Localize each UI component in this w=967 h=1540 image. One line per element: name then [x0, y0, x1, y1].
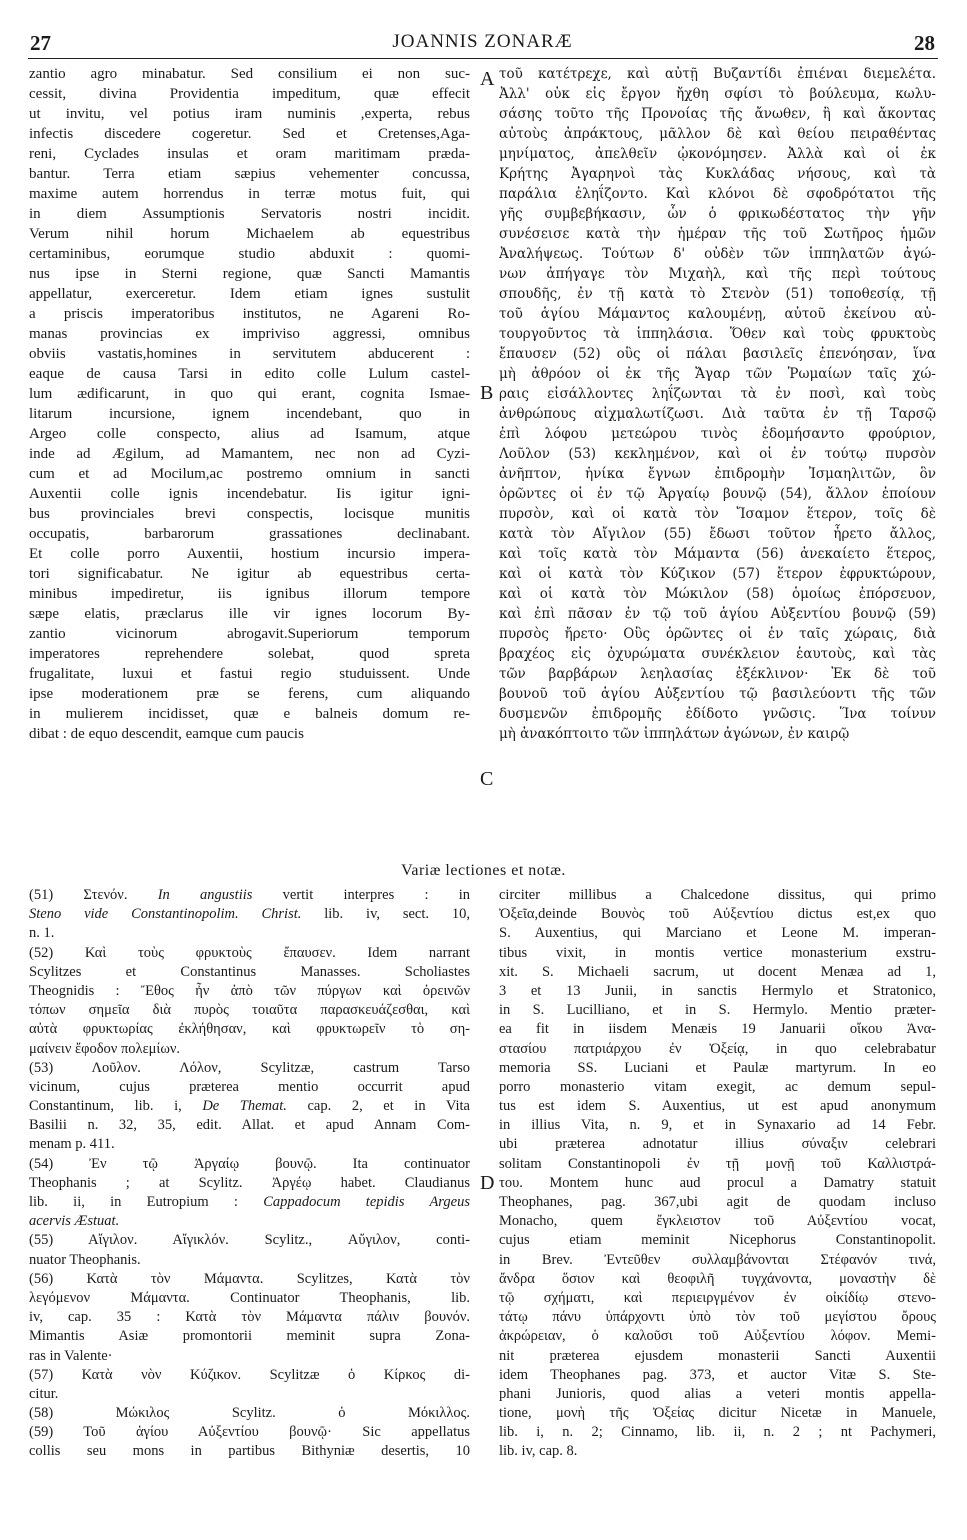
- greek-line: βουνοῦ τοῦ ἁγίου Αὐξεντίου τῷ βασιλεύοντι τῆς τῶν: [499, 686, 936, 702]
- latin-line: bus provinciales brevi conspectis, locisque munitis: [29, 506, 470, 522]
- latin-line: in diem Assumptionis Servatoris nostri incidit.: [29, 206, 470, 222]
- note-text: Theognidis : Ἔθος ἦν ἀπὸ τῶν πύργων καὶ ὀρεινῶν: [29, 982, 470, 999]
- note-line: [29, 886, 470, 905]
- note-line: nit præterea ejusdem monasterii Sancti Auxentii: [499, 1347, 936, 1364]
- greek-line: δυσμενῶν ἐπιδρομῆς ἐδίδοτο γνῶσις. Ἵνα τοίνυν: [499, 706, 936, 722]
- greek-line: τοῦ ἁγίου Μάμαντος καλουμένῃ, αὐτοῦ ἐκείνου αὐ-: [499, 306, 936, 322]
- note-text: (57) Κατὰ νὸν Κύζικον. Scylitzæ ὁ Κίρκος di-: [29, 1366, 470, 1383]
- note-line: [29, 1231, 470, 1250]
- note-text: Mimantis Asiæ promontorii meminit supra Zona-: [29, 1328, 470, 1345]
- note-line: [29, 1423, 470, 1442]
- margin-marker-b: B: [480, 382, 494, 404]
- note-line: [29, 1327, 470, 1346]
- margin-marker-c: C: [480, 768, 494, 790]
- note-line: ea fit in iisdem Menæis 19 Januarii οἴκου Ἀνα-: [499, 1021, 936, 1038]
- greek-line: ἀνθρώπους αἰχμαλωτίζωσι. Διὰ ταῦτα ἐν τῇ Ταρσῷ: [499, 406, 936, 422]
- variae-lectiones-heading: Variæ lectiones et notæ.: [401, 862, 566, 879]
- note-line: lib. i, n. 2; Cinnamo, lib. ii, n. 2 ; nt Pachymeri,: [499, 1424, 936, 1441]
- latin-line: litarum incursione, ignem incendebant, quo in: [29, 406, 470, 422]
- page-header: [30, 31, 935, 55]
- greek-line: σάσης τοῦτο τῆς Προνοίας τῆς ἄνωθεν, ἢ καὶ ἄκοντας: [499, 106, 936, 122]
- greek-line: πυρσὸς ἤρετο· Οὓς ὁρῶντες οἱ ἐν ταῖς χώραις, διὰ: [499, 626, 936, 642]
- note-line: του. Montem hunc aud procul a Damatry statuit: [499, 1174, 936, 1191]
- margin-marker-d: D: [480, 1172, 495, 1194]
- note-line: [29, 1347, 470, 1366]
- greek-line: καὶ τοῖς κατὰ τὸν Μάμαντα (56) ἀνεκαίετο ἕτερος,: [499, 546, 936, 562]
- note-line: ubi præterea adnotatur illius σύναξιν celebrari: [499, 1136, 936, 1153]
- note-text: Basilii n. 32, 35, edit. Allat. et apud Annam Com-: [29, 1117, 470, 1134]
- note-text: nuator Theophanis.: [29, 1251, 141, 1268]
- note-line: 3 et 13 Junii, in sanctis Hermylo et Stratonico,: [499, 982, 936, 999]
- note-text: cap. 2, et in Vita: [286, 1098, 470, 1115]
- note-line: in illius Vita, n. 9, et in Synaxario ad 14 Febr.: [499, 1117, 936, 1134]
- note-line: S. Auxentius, qui Marciano et Leone M. imperan-: [499, 925, 936, 942]
- note-text: ras in Valente·: [29, 1347, 113, 1364]
- latin-line: a priscis imperatoribus institutos, ne Agareni Ro-: [29, 306, 470, 322]
- note-line: ἄνδρα ὅσιον καὶ θεοφιλῆ τυγχάνοντα, μοναστὴν δὲ: [499, 1270, 936, 1287]
- margin-marker-a: A: [480, 68, 495, 90]
- note-line: [29, 1212, 470, 1231]
- greek-line: μὴ ἀνακόπτοιτο τῶν ἱππηλάτων ἀγώνων, ἐν καιρῷ: [499, 726, 850, 742]
- greek-line: Ἀναλήψεως. Τούτων δ' οὐδὲν τῶν ἱππηλατῶν ἀγώ-: [499, 246, 936, 262]
- greek-line: μὴ ἀθρόον οἱ ἐκ τῆς Ἄγαρ τῶν Ῥωμαίων ταῖς χώ-: [499, 366, 936, 382]
- greek-line: κατὰ τὸν Αἴγιλον (55) ἔδωσι τοῦτον ἦρετο ἄλλος,: [499, 526, 936, 542]
- latin-line: tori significabatur. Ne igitur ab equestribus certa-: [29, 566, 470, 582]
- note-line: circiter millibus a Chalcedone dissitus, qui primo: [499, 887, 936, 903]
- note-line: in Brev. Ἐντεῦθεν συλλαμβάνονται Στέφανόν τινά,: [499, 1251, 936, 1268]
- latin-line: obviis vastatis,homines in servitutem abducerent :: [29, 346, 470, 362]
- note-text: Scylitzes et Constantinus Manasses. Scholiastes: [29, 963, 470, 980]
- greek-line: ἐπὶ λόφου μετεώρου τινὸς ἐδομήσαντο φρούριον,: [499, 426, 936, 442]
- note-italic-text: De Themat.: [202, 1098, 287, 1115]
- note-line: [29, 1020, 470, 1039]
- note-line: [29, 1078, 470, 1097]
- note-line: [29, 1308, 470, 1327]
- note-line: [29, 924, 470, 943]
- note-line: [29, 1001, 470, 1020]
- note-line: [29, 1174, 470, 1193]
- greek-line: νων ἀπήγαγε τὸν Μιχαὴλ, καὶ τῆς περὶ τούτους: [499, 266, 936, 282]
- note-line: ἀκρώρειαν, ὁ καλοῦσι τοῦ Αὐξεντίου λόφον. Memi-: [499, 1328, 936, 1345]
- latin-line: ut invitu, vel potius iram numinis ,experta, rebus: [29, 106, 470, 122]
- greek-line: μηνίματος, ἀπελθεῖν ᾠκονόμησεν. Ἀλλὰ καὶ οἱ ἐκ: [499, 146, 936, 162]
- note-italic-text: In angustiis: [157, 887, 253, 903]
- latin-line: Verum nihil horum Michaelem ab equestribus: [29, 226, 470, 242]
- greek-line: καὶ οἱ κατὰ τὸν Μώκιλον (58) ὁμοίως ἐπόρσευον,: [499, 586, 936, 602]
- latin-line: lum ædificarunt, in quo qui erant, cognita Ismae-: [29, 386, 470, 402]
- note-text: αὐτὰ φρυκτωρίας ἐκλήθησαν, καὶ φρυκτωρεῖν τὸ ση-: [29, 1021, 470, 1038]
- greek-line: καὶ οἱ κατὰ τὸν Κύζικον (57) ἕτερον ἐφρυκτώρουν,: [499, 566, 936, 582]
- latin-line: inde ad Ægilum, ad Mamantem, nec non ad Cyzi-: [29, 446, 470, 462]
- greek-line: τουργοῦντος τὰ ἱππηλάσια. Ὅθεν καὶ τοὺς φρυκτοὺς: [499, 326, 936, 342]
- page-number-right: 28: [914, 31, 935, 55]
- note-text: (54) Ἐν τῷ Ἀργαίῳ βουνῷ. Ita continuator: [29, 1155, 470, 1172]
- latin-line: Argeo colle conspecto, alius ad Isamum, atque: [29, 426, 470, 442]
- note-line: porro monasterio vitam exegit, ac demum sepul-: [499, 1078, 936, 1095]
- latin-line: reni, Cyclades insulas et oram maritimam præda-: [29, 146, 470, 162]
- note-text: vertit interpres : in: [252, 887, 470, 903]
- latin-line: frugalitate, luxui et fastui regio studuissent. Unde: [29, 666, 470, 682]
- note-text: collis seu mons in partibus Bithyniæ desertis, 10: [29, 1443, 470, 1460]
- latin-line: imperatores reprehendere solebat, quod spreta: [29, 646, 470, 662]
- note-line: in S. Lucilliano, et in S. Hermylo. Mentio præter-: [499, 1002, 936, 1019]
- note-text: (59) Τοῦ ἁγίου Αὐξεντίου βουνῷ· Sic appellatus: [29, 1424, 470, 1441]
- note-line: solitam Constantinopoli ἐν τῇ μονῇ τοῦ Καλλιστρά-: [499, 1155, 936, 1172]
- note-line: tione, μονὴ τῆς Ὀξείας dicitur Nicetæ in Manuele,: [499, 1405, 936, 1422]
- note-text: λεγόμενον Μάμαντα. Continuator Theophanis, lib.: [29, 1289, 470, 1306]
- note-line: tus est idem S. Auxentius, ut est apud anonymum: [499, 1098, 936, 1115]
- greek-text-column: [499, 64, 936, 744]
- note-line: [29, 1270, 470, 1289]
- note-text: (51) Στενόν.: [29, 887, 158, 903]
- greek-line: ραις εἰσάλλοντες ληΐζωνται τὰ ἐν ποσὶ, καὶ τοὺς: [499, 386, 936, 402]
- latin-line: infectis discedere cogeretur. Sed et Cretenses,Aga-: [29, 126, 470, 142]
- note-line: [29, 1097, 470, 1116]
- greek-line: καὶ ἐπὶ πᾶσαν ἐν τῷ τοῦ ἁγίου Αὐξεντίου βουνῷ (59): [499, 606, 936, 622]
- note-line: [29, 944, 470, 963]
- note-line: [29, 1385, 470, 1404]
- greek-line: τοῦ κατέτρεχε, καὶ αὐτῇ Βυζαντίδι ἐπιέναι διεμελέτα.: [499, 66, 936, 82]
- notes-right-column: [499, 886, 936, 1462]
- greek-line: τῶν βαρβάρων λεηλασίας ἐξέκλινον· Ἐκ δὲ τοῦ: [499, 666, 936, 682]
- note-line: Ὀξεῖα,deinde Βουνὸς τοῦ Αὐξεντίου dictus est,ex quo: [499, 906, 936, 923]
- greek-line: Ἀλλ' οὐκ εἰς ἔργον ἤχθη σφίσι τὸ βούλευμα, κωλυ-: [499, 86, 936, 102]
- note-text: Theophanis ; at Scylitz. Ἀργέῳ habet. Claudianus: [29, 1174, 470, 1191]
- note-line: memoria SS. Luciani et Paulæ martyrum. In eo: [499, 1059, 936, 1076]
- running-title: JOANNIS ZONARÆ: [392, 31, 573, 52]
- greek-line: συνέσεισε κατὰ τὴν ἡμέραν τῆς τοῦ Σωτῆρος ἡμῶν: [499, 226, 936, 242]
- note-line: τῷ σχήματι, καὶ περιειργμένον ἐν οἰκίδίῳ στενο-: [499, 1289, 936, 1306]
- note-text: vicinum, cujus præterea mentio occurrit apud: [29, 1078, 470, 1095]
- note-text: lib. ii, in Eutropium :: [29, 1194, 264, 1210]
- latin-line: zantio vicinorum abrogavit.Superiorum temporum: [29, 626, 470, 642]
- note-text: lib. iv, sect. 10,: [301, 906, 470, 923]
- note-line: idem Theophanes pag. 373, et auctor Vitæ S. Ste-: [499, 1366, 936, 1383]
- note-text: (53) Λοῦλον. Λόλον, Scylitzæ, castrum Tarso: [29, 1059, 470, 1076]
- note-line: [29, 1116, 470, 1135]
- note-line: Theophanes, pag. 367,ubi agit de quodam incluso: [499, 1194, 936, 1210]
- note-line: xit. S. Michaeli sacrum, ut docent Menæa ad 1,: [499, 963, 936, 980]
- greek-line: σπουδῆς, ἐν τῇ κατὰ τὸ Στενὸν (51) τοποθεσίᾳ, τῇ: [499, 286, 936, 302]
- note-text: n. 1.: [29, 925, 55, 942]
- latin-line: bantur. Terra etiam sæpius vehementer concussa,: [29, 166, 470, 182]
- note-line: [29, 982, 470, 1001]
- note-line: [29, 1155, 470, 1174]
- note-text: (55) Αἴγιλον. Αἴγικλόν. Scylitz., Αὔγιλον, conti-: [29, 1232, 470, 1249]
- latin-text-column: [29, 64, 470, 744]
- latin-line: eaque de causa Tarsi in edito colle Lulum castel-: [29, 366, 470, 382]
- note-line: στασίου πατριάρχου ἐν Ὀξείᾳ, in quo celebrabatur: [499, 1040, 936, 1057]
- note-line: tibus vixit, in montis vertice monasterium exstru-: [499, 944, 936, 961]
- note-line: [29, 1442, 470, 1461]
- latin-line: minibus impediretur, iis ignibus illorum tempore: [29, 586, 470, 602]
- latin-line: in mulierem incidisset, quæ e balneis domum re-: [29, 706, 470, 722]
- latin-line: certaminibus, eorumque studio abduxit : quomi-: [29, 246, 470, 262]
- latin-line: maxime autem horrendus in terræ motus fuit, qui: [29, 186, 470, 202]
- note-line: phani Junioris, quod alias a veteri montis appella-: [499, 1385, 936, 1402]
- latin-line: Auxentii colle ignis incendebatur. Iis igitur igni-: [29, 486, 470, 502]
- greek-line: ἀνῆπτον, ἡνίκα ἔγνων ἐπιδρομὴν Ἰσμαηλιτῶν, ὃν: [499, 466, 936, 482]
- latin-line: zantio agro minabatur. Sed consilium ei non suc-: [29, 66, 470, 82]
- note-text: (56) Κατὰ τὸν Μάμαντα. Scylitzes, Κατὰ τὸν: [29, 1270, 470, 1287]
- latin-line: nus ipse in Sterni regione, quæ Sancti Mamantis: [29, 266, 470, 282]
- greek-line: πυρσὸν, καὶ οἱ κατὰ τὸν Ἴσαμον ἕτερον, τοῖς δὲ: [499, 506, 936, 522]
- latin-line: sæpe elatis, præclarus ille vir ignes locorum By-: [29, 606, 470, 622]
- note-text: iv, cap. 35 : Κατὰ τὸν Μάμαντα πάλιν βουνόν.: [29, 1309, 470, 1326]
- latin-line: dibat : de equo descendit, eamque cum paucis: [29, 726, 304, 742]
- note-line: [29, 1135, 470, 1154]
- note-text: (58) Μώκιλος Scylitz. ὁ Μόκιλλος.: [29, 1405, 470, 1422]
- note-text: μαίνειν ἔφοδον πολεμίων.: [29, 1040, 181, 1057]
- note-line: [29, 1404, 470, 1423]
- note-italic-text: Cappadocum tepidis Argeus: [263, 1194, 470, 1210]
- latin-line: cum et ad Mocilum,ac postremo omnium in sancti: [29, 466, 470, 482]
- note-text: menam p. 411.: [29, 1136, 115, 1153]
- latin-line: appellatur, exerceretur. Idem etiam ignes sustulit: [29, 286, 470, 302]
- latin-line: ipse moderationem præ se ferens, cum aliquando: [29, 686, 470, 702]
- note-line: [29, 1040, 470, 1059]
- page-number-left: 27: [30, 31, 51, 55]
- notes-left-column: [29, 886, 470, 1462]
- greek-line: Κρήτης Ἀγαρηνοὶ τὰς Κυκλάδας νήσους, καὶ τὰ: [499, 166, 936, 182]
- note-line: lib. iv, cap. 8.: [499, 1443, 578, 1460]
- note-line: Monacho, quem ἔγκλειστον τοῦ Αὐξεντίου vocat,: [499, 1213, 936, 1230]
- note-line: τάτῳ πάνυ ὑπάρχοντι ὑπὸ τὸν τοῦ μεγίστου ὄρους: [499, 1309, 936, 1326]
- note-italic-text: acervis Æstuat.: [29, 1213, 120, 1230]
- latin-line: Et colle porro Auxentii, hostium incursio impera-: [29, 546, 470, 562]
- note-line: [29, 1251, 470, 1270]
- greek-line: γῆς συμβεβήκασιν, ὧν ὁ φρικωδέστατος τὴν γῆν: [499, 206, 936, 222]
- greek-line: παράλια ἐληΐζοντο. Καὶ κλόνοι δὲ σφοδρότατοι τῆς: [499, 186, 936, 202]
- note-line: [29, 1059, 470, 1078]
- note-line: [29, 1366, 470, 1385]
- greek-line: βραχέος εἰς ὀχυρώματα συνέκλειον ἑαυτοὺς, καὶ τὰς: [499, 646, 936, 662]
- note-text: Constantinum, lib. i,: [29, 1098, 203, 1115]
- note-line: [29, 963, 470, 982]
- greek-line: ὁρῶντες οἱ ἐν τῷ Ἀργαίῳ βουνῷ (54), ἄλλον ἐποίουν: [499, 486, 936, 502]
- note-text: (52) Καὶ τοὺς φρυκτοὺς ἔπαυσεν. Idem narrant: [29, 944, 470, 961]
- greek-line: αὐτοὺς ἀπράκτους, μᾶλλον δὲ καὶ θείου πειραθέντας: [499, 126, 936, 142]
- note-line: cujus etiam meminit Nicephorus Constantinopolit.: [499, 1232, 936, 1249]
- latin-line: manas provincias ex impriviso aggressi, omnibus: [29, 326, 470, 342]
- note-text: τόπων σημεῖα διὰ πυρὸς τοιαῦτα παρασκευάζεσθαι, καὶ: [29, 1002, 470, 1019]
- latin-line: cessit, divina Providentia impeditum, quæ effecit: [29, 86, 470, 102]
- greek-line: Λοῦλον (53) κεκλημένον, καὶ οἱ ἐν τούτῳ πυρσὸν: [499, 446, 936, 462]
- note-italic-text: Steno vide Constantinopolim. Christ.: [29, 906, 302, 923]
- note-line: [29, 905, 470, 924]
- note-line: [29, 1193, 470, 1212]
- header-rule: [28, 58, 938, 59]
- greek-line: ἔπαυσεν (52) οὓς οἱ πάλαι βασιλεῖς ἐπενόησαν, ἵνα: [499, 346, 936, 362]
- note-line: [29, 1289, 470, 1308]
- note-text: citur.: [29, 1385, 59, 1402]
- latin-line: occupatis, barbarorum grassationes declinabant.: [29, 526, 470, 542]
